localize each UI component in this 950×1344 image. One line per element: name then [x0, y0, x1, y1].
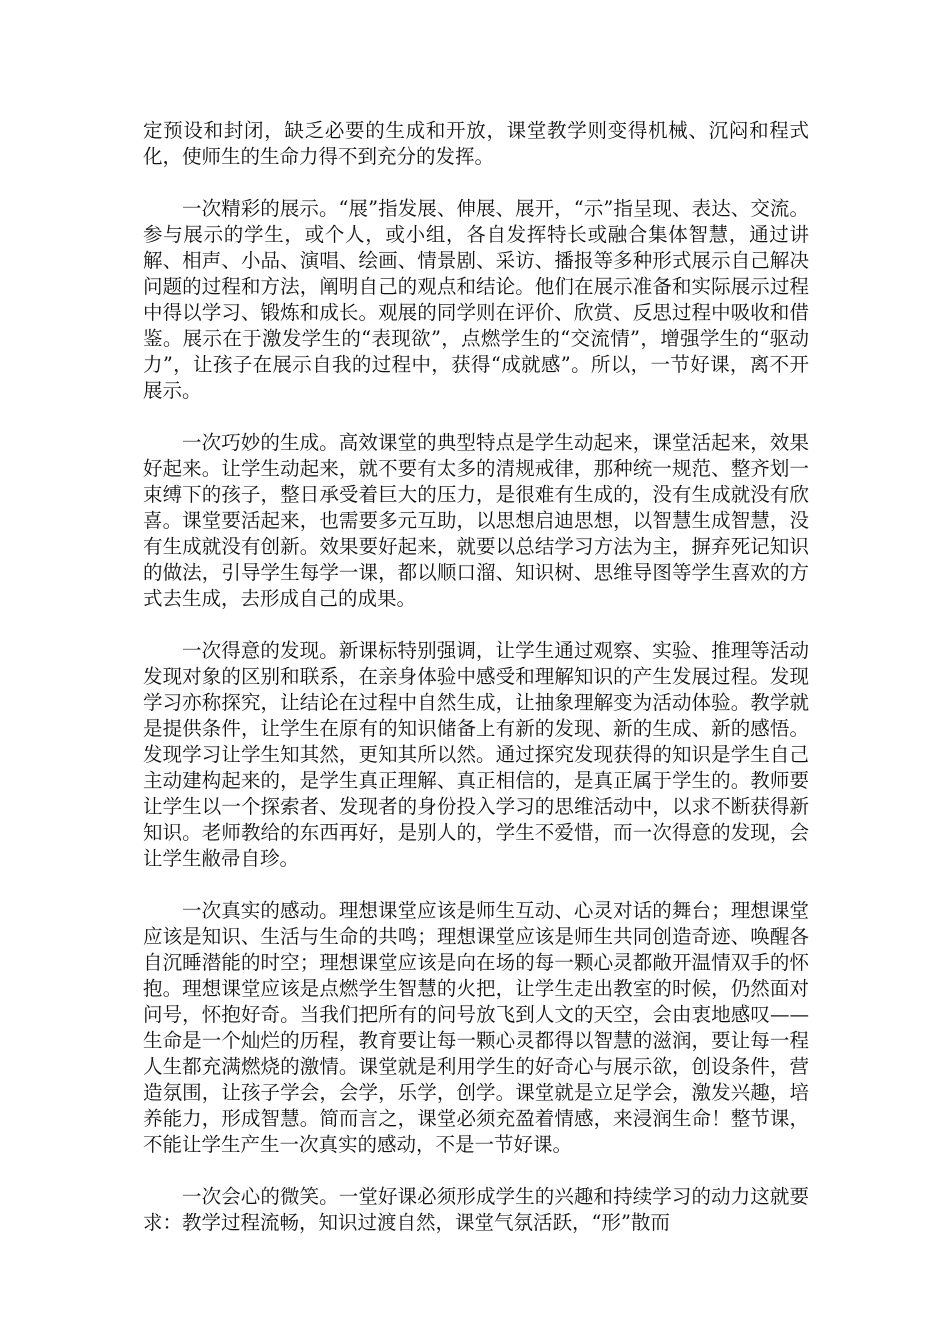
document-page — [143, 118, 809, 1262]
paragraph-continuation: 定预设和封闭，缺乏必要的生成和开放，课堂教学则变得机械、沉闷和程式化，使师生的生命力得不到充分的发挥。 — [143, 119, 809, 168]
paragraph-discovery: 一次得意的发现。新课标特别强调，让学生通过观察、实验、推理等活动发现对象的区别和联系，在亲身体验中感受和理解知识的产生发展过程。发现学习亦称探究，让结论在过程中自然生成，让抽象理解变为活动体验。教学就是提供条件，让学生在原有的知识储备上有新的发现、新的生成、新的感悟。发现学习让学生知其然，更知其所以然。通过探究发现获得的知识是学生自己主动建构起来的，是学生真正理解、真正相信的，是真正属于学生的。教师要让学生以一个探索者、发现者的身份投入学习的思维活动中，以求不断获得新知识。老师教给的东西再好，是别人的，学生不爱惜，而一次得意的发现，会让学生敝帚自珍。 — [143, 639, 809, 870]
paragraph-display: 一次精彩的展示。“展”指发展、伸展、展开，“示”指呈现、表达、交流。参与展示的学生，或个人，或小组，各自发挥特长或融合集体智慧，通过讲解、相声、小品、演唱、绘画、情景剧、采访、播报等多种形式展示自己解决问题的过程和方法，阐明自己的观点和结论。他们在展示准备和实际展示过程中得以学习、锻炼和成长。观展的同学则在评价、欣赏、反思过程中吸收和借鉴。展示在于激发学生的“表现欲”，点燃学生的“交流情”，增强学生的“驱动力”，让孩子在展示自我的过程中，获得“成就感”。所以，一节好课，离不开展示。 — [143, 197, 809, 402]
paragraph-emotion: 一次真实的感动。理想课堂应该是师生互动、心灵对话的舞台；理想课堂应该是知识、生活与生命的共鸣；理想课堂应该是师生共同创造奇迹、唤醒各自沉睡潜能的时空；理想课堂应该是向在场的每一颗心灵都敞开温情双手的怀抱。理想课堂应该是点燃学生智慧的火把，让学生走出教室的时候，仍然面对问号，怀抱好奇。当我们把所有的问号放飞到人文的天空，会由衷地感叹——生命是一个灿烂的历程，教育要让每一颗心灵都得以智慧的滋润，要让每一程人生都充满燃烧的激情。课堂就是利用学生的好奇心与展示欲，创设条件，营造氛围，让孩子学会，会学，乐学，创学。课堂就是立足学会，激发兴趣，培养能力，形成智慧。简而言之，课堂必须充盈着情感，来浸润生命！整节课，不能让学生产生一次真实的感动，不是一节好课。 — [143, 899, 809, 1156]
paragraph-generation: 一次巧妙的生成。高效课堂的典型特点是学生动起来，课堂活起来，效果好起来。让学生动起来，就不要有太多的清规戒律，那种统一规范、整齐划一束缚下的孩子，整日承受着巨大的压力，是很难有生成的，没有生成就没有欣喜。课堂要活起来，也需要多元互助，以思想启迪思想，以智慧生成智慧，没有生成就没有创新。效果要好起来，就要以总结学习方法为主，摒弃死记知识的做法，引导学生每学一课，都以顺口溜、知识树、思维导图等学生喜欢的方式去生成，去形成自己的成果。 — [143, 431, 809, 610]
paragraph-smile: 一次会心的微笑。一堂好课必须形成学生的兴趣和持续学习的动力这就要求：教学过程流畅，知识过渡自然，课堂气氛活跃，“形”散而 — [143, 1185, 809, 1234]
